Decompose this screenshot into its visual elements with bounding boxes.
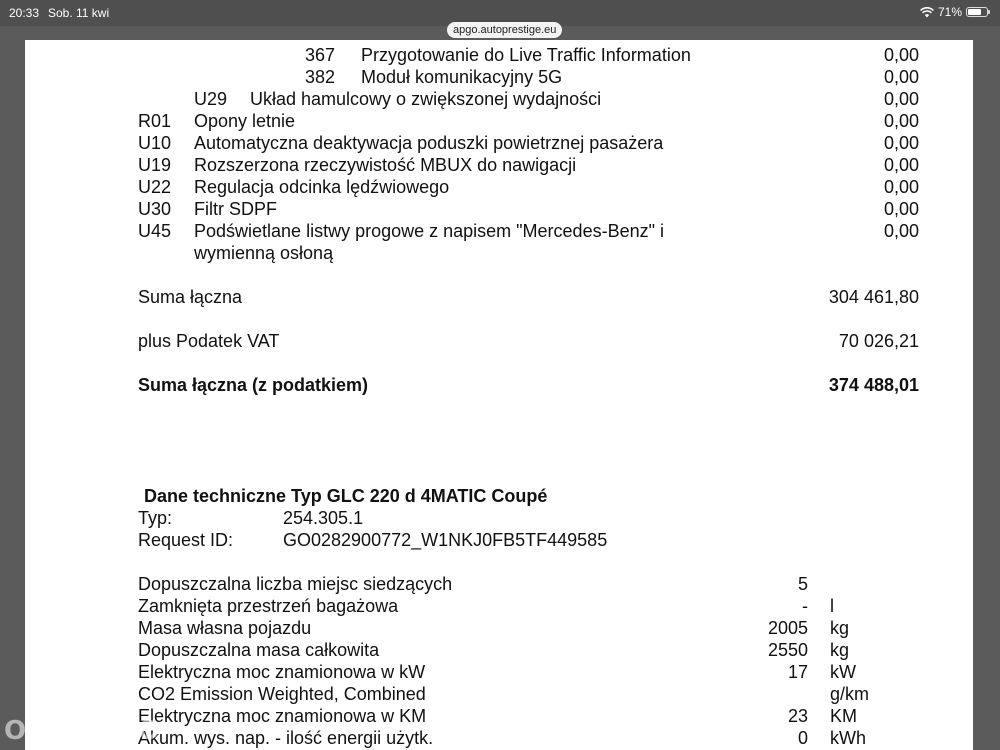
option-label: Regulacja odcinka lędźwiowego bbox=[194, 177, 450, 197]
typ-label: Typ: bbox=[138, 508, 173, 528]
spec-value: 0 bbox=[797, 728, 808, 748]
status-time: 20:33 bbox=[9, 6, 40, 20]
option-code: U22 bbox=[138, 177, 172, 197]
option-row bbox=[25, 176, 973, 198]
status-date: Sob. 11 kwi bbox=[48, 6, 110, 20]
spec-label: Dopuszczalna masa całkowita bbox=[138, 640, 380, 660]
document-page bbox=[25, 40, 973, 750]
spec-value: 17 bbox=[787, 662, 808, 682]
option-price: 0,00 bbox=[883, 221, 919, 241]
spec-label: Dopuszczalna liczba miejsc siedzących bbox=[138, 574, 453, 594]
technical-heading-text: Dane techniczne Typ GLC 220 d 4MATIC Coupé bbox=[144, 486, 548, 506]
option-code: U10 bbox=[138, 133, 172, 153]
status-indicators bbox=[920, 5, 988, 19]
option-price: 0,00 bbox=[883, 133, 919, 153]
spec-unit: g/km bbox=[830, 684, 870, 704]
spec-label: Akum. wys. nap. - ilość energii użytk. bbox=[138, 728, 434, 748]
gross-total-value: 374 488,01 bbox=[828, 375, 919, 395]
option-price: 0,00 bbox=[883, 89, 919, 109]
spec-value: - bbox=[802, 596, 808, 616]
option-row bbox=[25, 88, 973, 110]
option-code: U30 bbox=[138, 199, 172, 219]
option-row bbox=[25, 110, 973, 132]
gross-total-label: Suma łączna (z podatkiem) bbox=[138, 375, 369, 395]
vat-value: 70 026,21 bbox=[838, 331, 919, 351]
spec-label: CO2 Emission Weighted, Combined bbox=[138, 684, 426, 704]
spec-unit: kWh bbox=[830, 728, 866, 748]
option-row-continuation bbox=[25, 242, 973, 264]
spec-row bbox=[25, 639, 973, 661]
option-price: 0,00 bbox=[883, 155, 919, 175]
request-id-value: GO0282900772_W1NKJ0FB5TF449585 bbox=[283, 530, 608, 550]
option-label: Automatyczna deaktywacja poduszki powietrznej pasażera bbox=[194, 133, 664, 153]
option-label: Moduł komunikacyjny 5G bbox=[361, 67, 563, 87]
spec-unit: KM bbox=[830, 706, 857, 726]
typ-row bbox=[25, 507, 973, 529]
option-label: Rozszerzona rzeczywistość MBUX do nawigacji bbox=[194, 155, 577, 175]
request-id-row bbox=[25, 529, 973, 551]
net-total-row bbox=[25, 286, 973, 308]
option-label-continued: wymienną osłoną bbox=[194, 243, 334, 263]
spec-row bbox=[25, 705, 973, 727]
spec-label: Masa własna pojazdu bbox=[138, 618, 312, 638]
spec-label: Elektryczna moc znamionowa w KM bbox=[138, 706, 427, 726]
spec-unit: kW bbox=[830, 662, 856, 682]
spec-unit: l bbox=[830, 596, 834, 616]
spec-row bbox=[25, 617, 973, 639]
spec-label: Elektryczna moc znamionowa w kW bbox=[138, 662, 426, 682]
option-code: U29 bbox=[194, 89, 228, 109]
spec-value: 2550 bbox=[767, 640, 808, 660]
spec-value: 2005 bbox=[767, 618, 808, 638]
option-code: U45 bbox=[138, 221, 172, 241]
option-price: 0,00 bbox=[883, 111, 919, 131]
vat-row bbox=[25, 330, 973, 352]
url-bar[interactable]: apgo.autoprestige.eu bbox=[447, 22, 562, 38]
battery-percent: 71% bbox=[937, 5, 962, 19]
request-id-label: Request ID: bbox=[138, 530, 234, 550]
spec-row bbox=[25, 595, 973, 617]
spec-unit: kg bbox=[830, 618, 850, 638]
watermark-logo: OTOMOTO bbox=[4, 716, 161, 746]
option-price: 0,00 bbox=[883, 177, 919, 197]
option-code: U19 bbox=[138, 155, 172, 175]
option-row bbox=[25, 66, 973, 88]
vat-label: plus Podatek VAT bbox=[138, 331, 280, 351]
option-row bbox=[25, 154, 973, 176]
option-price: 0,00 bbox=[883, 67, 919, 87]
spec-value: 23 bbox=[787, 706, 808, 726]
wifi-icon bbox=[920, 7, 934, 18]
option-price: 0,00 bbox=[883, 199, 919, 219]
option-label: Układ hamulcowy o zwiększonej wydajności bbox=[250, 89, 602, 109]
option-label: Opony letnie bbox=[194, 111, 296, 131]
spec-row bbox=[25, 727, 973, 749]
option-label: Podświetlane listwy progowe z napisem "Mercedes-Benz" i bbox=[194, 221, 664, 241]
option-code: 382 bbox=[305, 67, 336, 87]
option-code: 367 bbox=[305, 45, 336, 65]
gross-total-row bbox=[25, 374, 973, 396]
spec-row bbox=[25, 573, 973, 595]
net-total-label: Suma łączna bbox=[138, 287, 243, 307]
spec-label: Zamknięta przestrzeń bagażowa bbox=[138, 596, 399, 616]
spec-row bbox=[25, 683, 973, 705]
typ-value: 254.305.1 bbox=[283, 508, 364, 528]
spec-row bbox=[25, 661, 973, 683]
spec-unit: kg bbox=[830, 640, 850, 660]
battery-icon bbox=[966, 7, 988, 17]
option-row bbox=[25, 132, 973, 154]
technical-heading bbox=[25, 485, 973, 507]
option-code: R01 bbox=[138, 111, 172, 131]
spec-value: 5 bbox=[797, 574, 808, 594]
option-row bbox=[25, 198, 973, 220]
net-total-value: 304 461,80 bbox=[828, 287, 919, 307]
option-label: Przygotowanie do Live Traffic Information bbox=[361, 45, 691, 65]
option-label: Filtr SDPF bbox=[194, 199, 277, 219]
option-price: 0,00 bbox=[883, 45, 919, 65]
option-row bbox=[25, 220, 973, 242]
option-row bbox=[25, 44, 973, 66]
